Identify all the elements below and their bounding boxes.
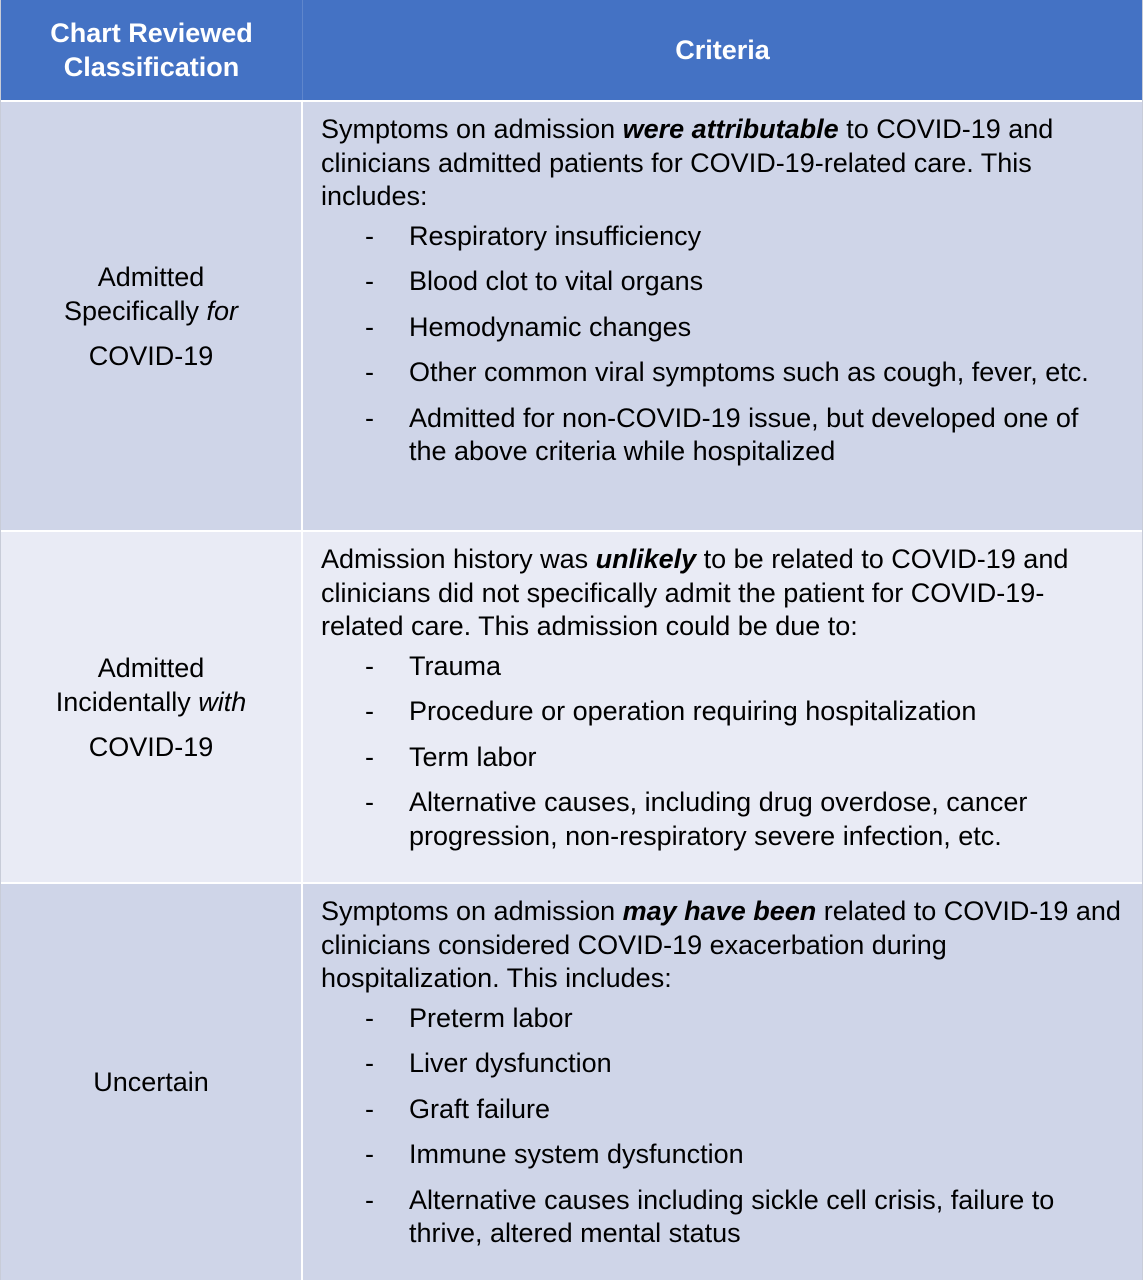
classification-line2 [64, 296, 238, 326]
criteria-intro-emphasis: unlikely [595, 544, 697, 574]
classification-line1: Admitted [97, 261, 205, 292]
list-item: - Trauma [321, 650, 1122, 684]
criteria-cell [303, 532, 1142, 882]
list-item: - Immune system dysfunction [321, 1138, 1122, 1172]
list-item: - Other common viral symptoms such as cough, fever, etc. [321, 356, 1122, 390]
classification-line2 [56, 687, 247, 717]
criteria-intro-text-end: to COVID-19 and clinicians admitted patients for COVID-19-related care. This includes: [321, 114, 1054, 211]
criteria-intro-text-end: related to COVID-19 and clinicians considered COVID-19 exacerbation during hospitalization. This includes: [321, 896, 1121, 993]
classification-line1: Admitted [97, 652, 205, 683]
list-item: - Liver dysfunction [321, 1047, 1122, 1081]
list-item: - Alternative causes, including drug overdose, cancer progression, non-respiratory severe infection, etc. [321, 786, 1122, 853]
classification-line2-text: Incidentally [55, 686, 199, 717]
list-item: - Admitted for non-COVID-19 issue, but developed one of the above criteria while hospitalized [321, 402, 1122, 469]
criteria-intro [321, 543, 1122, 644]
header-criteria: Criteria [675, 34, 770, 65]
classification-line2-text: Specifically [63, 295, 207, 326]
criteria-intro-text-end: to be related to COVID-19 and clinicians did not specifically admit the patient for COVID-19-related care. This admission could be due to: [321, 544, 1069, 641]
classification-cell [1, 102, 303, 530]
classification-cell [1, 884, 303, 1280]
classification-label: Uncertain [93, 1067, 209, 1097]
criteria-intro-emphasis: were attributable [622, 114, 839, 144]
header-classification [1, 0, 303, 100]
list-item: - Hemodynamic changes [321, 311, 1122, 345]
list-item: - Respiratory insufficiency [321, 220, 1122, 254]
classification-cell [1, 532, 303, 882]
criteria-cell [303, 884, 1142, 1280]
criteria-intro [321, 113, 1122, 214]
list-item: - Preterm labor [321, 1002, 1122, 1036]
classification-line2-emphasis: for [206, 295, 239, 326]
list-item: - Graft failure [321, 1093, 1122, 1127]
criteria-list [321, 220, 1122, 469]
header-classification-line1: Chart Reviewed [50, 18, 253, 48]
criteria-intro-text: Symptoms on admission [321, 896, 623, 926]
table-row [1, 882, 1142, 1280]
table-row [1, 530, 1142, 882]
criteria-list [321, 1002, 1122, 1251]
list-item: - Term labor [321, 741, 1122, 775]
classification-line3: COVID-19 [88, 731, 214, 762]
classification-line2-emphasis: with [198, 686, 247, 717]
criteria-intro-text: Symptoms on admission [321, 114, 623, 144]
table-header [1, 0, 1142, 100]
header-classification-line2: Classification [63, 52, 240, 82]
table-row [1, 100, 1142, 530]
criteria-list [321, 650, 1122, 854]
classification-line3: COVID-19 [88, 340, 214, 371]
criteria-intro [321, 895, 1122, 996]
list-item: - Alternative causes including sickle cell crisis, failure to thrive, altered mental status [321, 1184, 1122, 1251]
criteria-cell [303, 102, 1142, 530]
criteria-intro-emphasis: may have been [622, 896, 817, 926]
criteria-intro-text: Admission history was [321, 544, 596, 574]
list-item: - Procedure or operation requiring hospitalization [321, 695, 1122, 729]
list-item: - Blood clot to vital organs [321, 265, 1122, 299]
